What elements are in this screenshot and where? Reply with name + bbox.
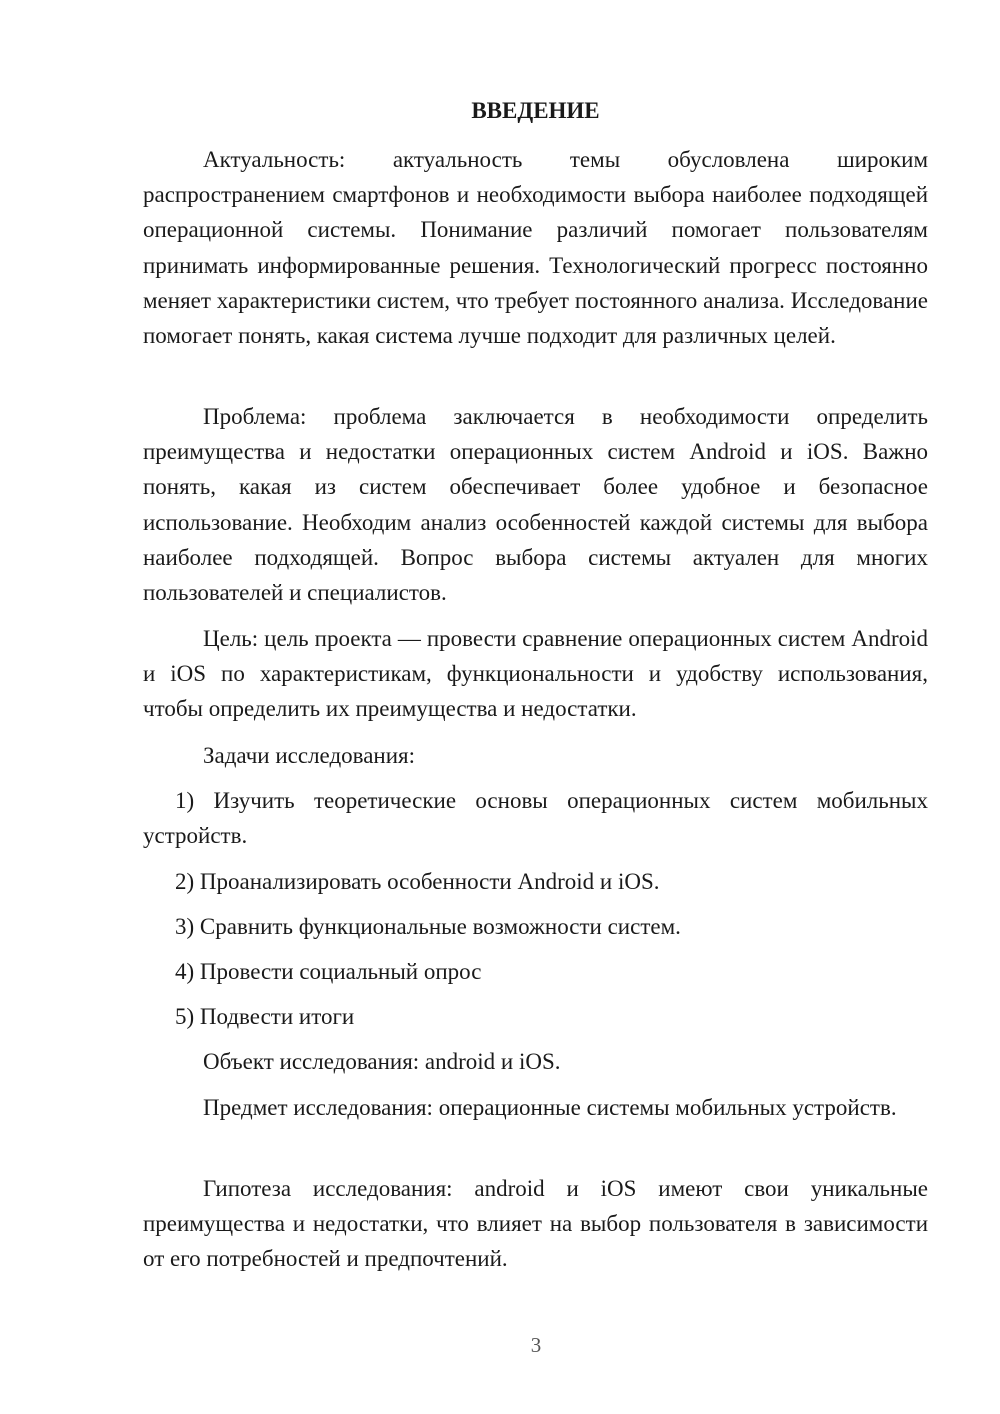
- paragraph-goal: Цель: цель проекта — провести сравнение операционных систем Android и iOS по характеристикам, функциональности и удобству использования, чтобы определить их преимущества и недостатки.: [143, 626, 928, 722]
- task-item-2: 2) Проанализировать особенности Android и iOS.: [175, 869, 660, 894]
- paragraph-relevance: Актуальность: актуальность темы обусловлена широким распространением смартфонов и необходимости выбора наиболее подходящей операционной системы. Понимание различий помогает пользователям принимать информированные решения. Технологический прогресс постоянно меняет характеристики систем, что требует постоянного анализа. Исследование помогает понять, какая система лучше подходит для различных целей.: [143, 147, 928, 349]
- task-item-3: 3) Сравнить функциональные возможности систем.: [175, 914, 681, 939]
- tasks-title: Задачи исследования:: [203, 743, 416, 768]
- paragraph-subject: Предмет исследования: операционные системы мобильных устройств.: [203, 1095, 897, 1120]
- page-title: ВВЕДЕНИЕ: [471, 98, 600, 123]
- paragraph-problem: Проблема: проблема заключается в необходимости определить преимущества и недостатки операционных систем Android и iOS. Важно понять, какая из систем обеспечивает более удобное и безопасное использование. Необходим анализ особенностей каждой системы для выбора наиболее подходящей. Вопрос выбора системы актуален для многих пользователей и специалистов.: [143, 404, 928, 606]
- task-item-4: 4) Провести социальный опрос: [175, 959, 482, 984]
- task-item-1: 1) Изучить теоретические основы операционных систем мобильных устройств.: [143, 788, 928, 849]
- page-number: 3: [530, 1333, 542, 1357]
- paragraph-hypothesis: Гипотеза исследования: android и iOS имеют свои уникальные преимущества и недостатки, что влияет на выбор пользователя в зависимости от его потребностей и предпочтений.: [143, 1176, 928, 1272]
- paragraph-object: Объект исследования: android и iOS.: [203, 1049, 561, 1074]
- task-item-5: 5) Подвести итоги: [175, 1004, 355, 1029]
